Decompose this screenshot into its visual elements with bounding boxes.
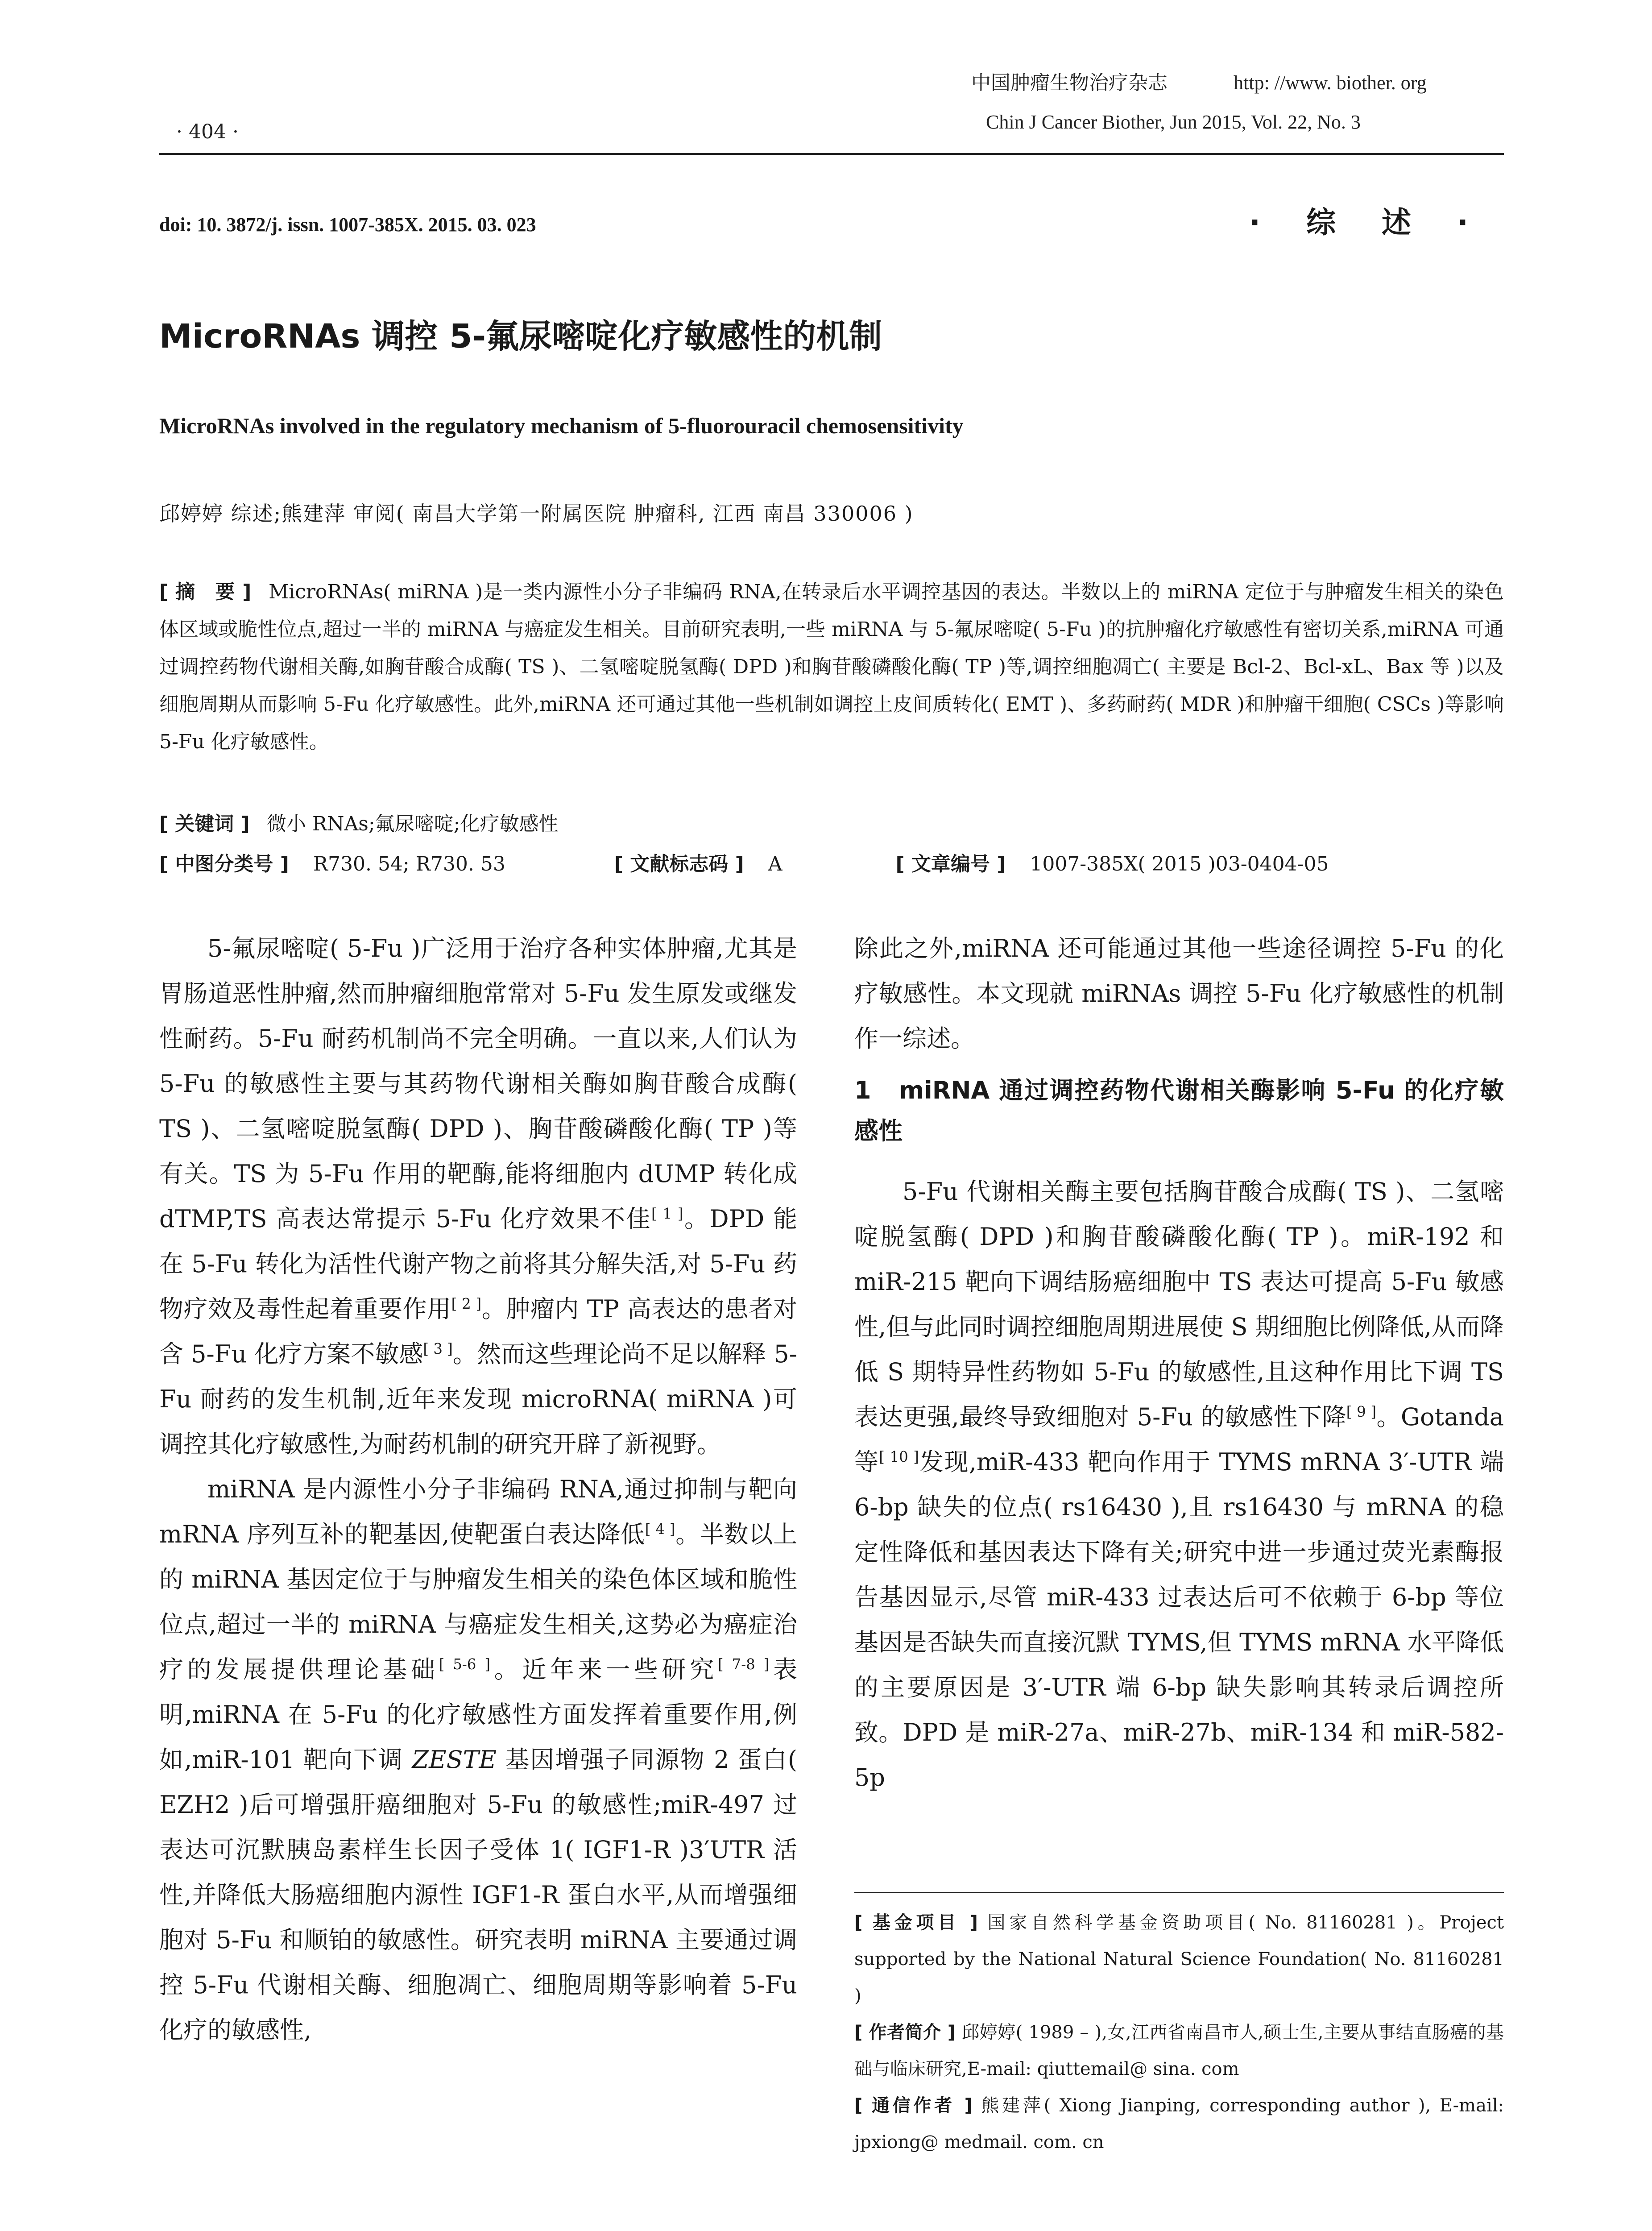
keywords (159, 805, 1504, 843)
authors-affiliation: 邱婷婷 综述;熊建萍 审阅( 南昌大学第一附属医院 肿瘤科, 江西 南昌 330006 ) (159, 502, 914, 526)
citation-ref: [ 10 ] (879, 1448, 919, 1465)
classification-line (159, 846, 1504, 883)
intro-paragraph-1: 5-氟尿嘧啶( 5-Fu )广泛用于治疗各种实体肿瘤,尤其是胃肠道恶性肿瘤,然而肿瘤细胞常常对 5-Fu 发生原发或继发性耐药。5-Fu 耐药机制尚不完全明确。一直以来,人们认为 5-Fu 的敏感性主要与其药物代谢相关酶如胸苷酸合成酶( TS )、二氢嘧啶脱氢酶( DPD )、胸苷酸磷酸化酶( TP )等有关。TS 为 5-Fu 作用的靶酶,能将细胞内 dUMP 转化成 dTMP,TS 高表达常提示 5-Fu 化疗效果不佳[ 1 ]。DPD 能在 5-Fu 转化为活性代谢产物之前将其分解失活,对 5-Fu 药物疗效及毒性起着重要作用[ 2 ]。肿瘤内 TP 高表达的患者对含 5-Fu 化疗方案不敏感[ 3 ]。然而这些理论尚不足以解释 5-Fu 耐药的发生机制,近年来发现 microRNA( miRNA )可调控其化疗敏感性,为耐药机制的研究开辟了新视野。 (159, 934, 797, 1458)
intro-paragraph-continued: 除此之外,miRNA 还可能通过其他一些途径调控 5-Fu 的化疗敏感性。本文现就 miRNAs 调控 5-Fu 化疗敏感性的机制作一综述。 (854, 934, 1504, 1053)
citation-ref: [ 9 ] (1346, 1403, 1377, 1420)
page-number: · 404 · (176, 120, 239, 143)
abstract-text: MicroRNAs( miRNA )是一类内源性小分子非编码 RNA,在转录后水平调控基因的表达。半数以上的 miRNA 定位于与肿瘤发生相关的染色体区域或脆性位点,超过一半的 miRNA 与癌症发生相关。目前研究表明,一些 miRNA 与 5-氟尿嘧啶( 5-Fu )的抗肿瘤化疗敏感性有密切关系,miRNA 可通过调控药物代谢相关酶,如胸苷酸合成酶( TS )、二氢嘧啶脱氢酶( DPD )和胸苷酸磷酸化酶( TP )等,调控细胞凋亡( 主要是 Bcl-2、Bcl-xL、Bax 等 )以及细胞周期从而影响 5-Fu 化疗敏感性。此外,miRNA 还可通过其他一些机制如调控上皮间质转化( EMT )、多药耐药( MDR )和肿瘤干细胞( CSCs )等影响 5-Fu 化疗敏感性。 (159, 581, 1504, 753)
keywords-text: 微小 RNAs;氟尿嘧啶;化疗敏感性 (266, 813, 559, 835)
section-1-paragraph: 5-Fu 代谢相关酶主要包括胸苷酸合成酶( TS )、二氢嘧啶脱氢酶( DPD )和胸苷酸磷酸化酶( TP )。miR-192 和 miR-215 靶向下调结肠癌细胞中 TS 表达可提高 5-Fu 敏感性,但与此同时调控细胞周期进展使 S 期细胞比例降低,从而降低 S 期特异性药物如 5-Fu 的敏感性,且这种作用比下调 TS 表达更强,最终导致细胞对 5-Fu 的敏感性下降[ 9 ]。Gotanda 等[ 10 ]发现,miR-433 靶向作用于 TYMS mRNA 3′-UTR 端 6-bp 缺失的位点( rs16430 ),且 rs16430 与 mRNA 的稳定性降低和基因表达下降有关;研究中进一步通过荧光素酶报告基因显示,尽管 miR-433 过表达后可不依赖于 6-bp 等位基因是否缺失而直接沉默 TYMS,但 TYMS mRNA 水平降低的主要原因是 3′-UTR 端 6-bp 缺失影响其转录后调控所致。DPD 是 miR-27a、miR-27b、miR-134 和 miR-582-5p (854, 1178, 1504, 1791)
section-number: 1 (854, 1076, 871, 1104)
author-bio-note: [ 作者简介 ] 邱婷婷( 1989 – ),女,江西省南昌市人,硕士生,主要从事结直肠癌的基础与临床研究,E-mail: qiuttemail@ sina. com (854, 2022, 1504, 2079)
journal-citation: Chin J Cancer Biother, Jun 2015, Vol. 22, No. 3 (986, 111, 1361, 133)
header-rule (159, 153, 1504, 155)
corresponding-author-note: [ 通信作者 ] 熊建萍( Xiong Jianping, corresponding author ), E-mail: jpxiong@ medmail. com. cn (854, 2095, 1504, 2152)
abstract (159, 573, 1504, 761)
section-heading-1 (854, 1070, 1504, 1151)
article-title-cn: MicroRNAs 调控 5-氟尿嘧啶化疗敏感性的机制 (159, 317, 882, 356)
citation-ref: [ 4 ] (645, 1521, 675, 1538)
doc-code-label: [ 文献标志码 ] (614, 853, 744, 875)
footnote-rule (854, 1892, 1504, 1893)
citation-ref: [ 3 ] (423, 1340, 453, 1357)
funding-note: [ 基金项目 ] 国家自然科学基金资助项目( No. 81160281 )。Project supported by the National Natural Science Foundation( No. 81160281 ) (854, 1912, 1504, 2006)
citation-ref: [ 5-6 ] (439, 1656, 490, 1673)
body-right-column (854, 926, 1504, 1800)
clc-value: R730. 54; R730. 53 (313, 853, 505, 875)
abstract-label: [ 摘 要 ] (159, 581, 252, 603)
doi: doi: 10. 3872/j. issn. 1007-385X. 2015. 03. 023 (159, 214, 536, 236)
gene-name-italic: ZESTE (412, 1746, 497, 1774)
footnotes (854, 1904, 1504, 2161)
article-number-label: [ 文章编号 ] (895, 853, 1006, 875)
body-left-column (159, 926, 797, 2053)
citation-ref: [ 1 ] (651, 1205, 683, 1222)
citation-ref: [ 2 ] (451, 1295, 482, 1312)
article-number-value: 1007-385X( 2015 )03-0404-05 (1030, 853, 1329, 875)
citation-ref: [ 7-8 ] (717, 1656, 770, 1673)
intro-paragraph-2: miRNA 是内源性小分子非编码 RNA,通过抑制与靶向 mRNA 序列互补的靶基因,使靶蛋白表达降低[ 4 ]。半数以上的 miRNA 基因定位于与肿瘤发生相关的染色体区域和脆性位点,超过一半的 miRNA 与癌症发生相关,这势必为癌症治疗的发展提供理论基础[ 5-6 ]。近年来一些研究[ 7-8 ]表明,miRNA 在 5-Fu 的化疗敏感性方面发挥着重要作用,例如,miR-101 靶向下调 ZESTE 基因增强子同源物 2 蛋白( EZH2 )后可增强肝癌细胞对 5-Fu 的敏感性;miR-497 过表达可沉默胰岛素样生长因子受体 1( IGF1-R )3′UTR 活性,并降低大肠癌细胞内源性 IGF1-R 蛋白水平,从而增强细胞对 5-Fu 和顺铂的敏感性。研究表明 miRNA 主要通过调控 5-Fu 代谢相关酶、细胞凋亡、细胞周期等影响着 5-Fu 化疗的敏感性, (159, 1475, 798, 2044)
section-label: · 综 述 · (1249, 205, 1486, 240)
journal-title-cn: 中国肿瘤生物治疗杂志 (971, 71, 1168, 94)
journal-url: http: //www. biother. org (1234, 72, 1427, 94)
keywords-label: [ 关键词 ] (159, 813, 250, 835)
section-heading-text: miRNA 通过调控药物代谢相关酶影响 5-Fu 的化疗敏感性 (854, 1076, 1504, 1145)
clc-label: [ 中图分类号 ] (159, 853, 289, 875)
article-title-en: MicroRNAs involved in the regulatory mechanism of 5-fluorouracil chemosensitivity (159, 413, 964, 438)
doc-code-value: A (768, 853, 783, 875)
